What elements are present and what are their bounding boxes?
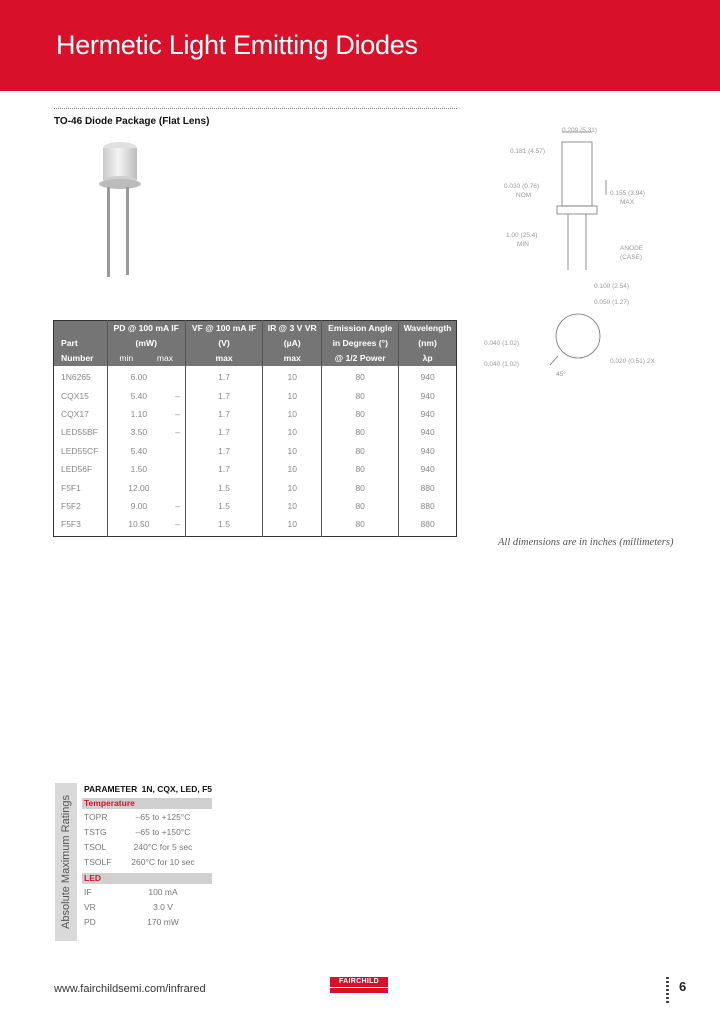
dim-0-040-b: 0.040 (1.02) (484, 361, 520, 368)
cell-angle: 80 (322, 515, 399, 536)
cell-pd-max: – (175, 390, 180, 401)
ratings-symbol: PD (84, 917, 96, 927)
ratings-symbol: IF (84, 887, 92, 897)
ratings-value: 260°C for 10 sec (131, 857, 195, 867)
cell-ir: 10 (263, 442, 322, 460)
page-title: Hermetic Light Emitting Diodes (56, 30, 418, 60)
package-dimension-drawing (470, 120, 690, 390)
ratings-symbol: TSTG (84, 827, 107, 837)
cell-wavelength: 940 (399, 405, 457, 423)
ratings-symbol: TSOLF (84, 857, 112, 867)
hdr-ir: IR @ 3 V VR (µA) max (263, 321, 322, 367)
cell-ir: 10 (263, 366, 322, 386)
cell-vf: 1.5 (185, 497, 262, 515)
ratings-row (84, 826, 212, 839)
dimensions-note: All dimensions are in inches (millimeters) (498, 537, 674, 548)
cell-angle: 80 (322, 386, 399, 404)
cell-ir: 10 (263, 423, 322, 441)
cell-ir: 10 (263, 405, 322, 423)
ratings-symbol: TSOL (84, 842, 107, 852)
ratings-side-label: Absolute Maximum Ratings (55, 783, 77, 941)
dim-45: 45° (556, 371, 566, 378)
dim-0-155: 0.155 (3.94) (610, 190, 646, 197)
cell-part: LED55BF (61, 427, 98, 438)
cell-ir: 10 (263, 478, 322, 496)
logo-bar (330, 988, 388, 993)
dim-case: (CASE) (620, 254, 643, 261)
table-row (54, 478, 457, 496)
cell-angle: 80 (322, 405, 399, 423)
dim-0-030: 0.030 (0.76) (504, 183, 540, 190)
cell-vf: 1.7 (185, 460, 262, 478)
hdr-vf: VF @ 100 mA IF (V) max (185, 321, 262, 367)
cell-pd-min: 3.50 (107, 423, 170, 441)
cell-angle: 80 (322, 423, 399, 441)
spec-table-body (54, 366, 457, 536)
fairchild-logo: FAIRCHILD (330, 977, 388, 987)
cell-pd-min: 6.00 (107, 366, 170, 386)
dim-0-100: 0.100 (2.54) (594, 283, 630, 290)
cell-pd-min: 1.50 (107, 460, 170, 478)
table-row (54, 366, 457, 386)
led-package-image (90, 132, 150, 282)
cell-angle: 80 (322, 478, 399, 496)
cell-pd-max: – (175, 500, 180, 511)
cell-wavelength: 880 (399, 515, 457, 536)
ratings-row (84, 901, 212, 914)
dim-max: MAX (620, 199, 635, 206)
hdr-part: Part Number (54, 321, 108, 367)
cell-ir: 10 (263, 460, 322, 478)
cell-part: 1N6265 (61, 372, 91, 383)
ratings-value: 240°C for 5 sec (133, 842, 193, 852)
dim-0-020: 0.020 (0.51) 2X (610, 358, 655, 365)
table-row (54, 460, 457, 478)
cell-pd-max: – (175, 427, 180, 438)
cell-wavelength: 940 (399, 366, 457, 386)
ratings-row (84, 916, 212, 929)
ratings-symbol: TOPR (84, 812, 108, 822)
cell-pd-min: 5.40 (107, 442, 170, 460)
ratings-row (84, 841, 212, 854)
cell-wavelength: 880 (399, 478, 457, 496)
cell-wavelength: 940 (399, 423, 457, 441)
cell-pd-max (170, 460, 185, 478)
cell-angle: 80 (322, 460, 399, 478)
cell-vf: 1.7 (185, 442, 262, 460)
dim-0-209: 0.209 (5.31) (562, 127, 598, 134)
cell-angle: 80 (322, 442, 399, 460)
cell-part: F5F1 (61, 482, 81, 493)
table-row (54, 386, 457, 404)
dim-min: MIN (517, 241, 529, 248)
cell-part: F5F2 (61, 500, 81, 511)
dim-0-181: 0.181 (4.57) (510, 148, 546, 155)
cell-part: LED55CF (61, 445, 99, 456)
hdr-angle: Emission Angle in Degrees (°) @ 1/2 Power (322, 321, 399, 367)
ratings-value: 170 mW (147, 917, 179, 927)
ratings-value: 100 mA (148, 887, 178, 897)
dim-nom: NOM (516, 192, 532, 199)
ratings-row (84, 886, 212, 899)
cell-vf: 1.7 (185, 366, 262, 386)
cell-angle: 80 (322, 497, 399, 515)
ratings-group-header: LED (82, 873, 212, 884)
dim-1-00: 1.00 (25.4) (506, 232, 538, 239)
ratings-value: –65 to +125°C (135, 812, 191, 822)
cell-pd-min: 1.10 (107, 405, 170, 423)
ratings-symbol: VR (84, 902, 96, 912)
table-row (54, 442, 457, 460)
ratings-row (84, 811, 212, 824)
table-row (54, 515, 457, 536)
hdr-pd: PD @ 100 mA IF (mW) min max (107, 321, 185, 367)
ratings-header: PARAMETER 1N, CQX, LED, F5 (84, 784, 212, 794)
hdr-wavelength: Wavelength (nm) λp (399, 321, 457, 367)
cell-pd-max (170, 366, 185, 386)
cell-ir: 10 (263, 497, 322, 515)
spec-table (53, 320, 457, 537)
dim-0-040-a: 0.040 (1.02) (484, 340, 520, 347)
cell-pd-min: 5.40 (107, 386, 170, 404)
section-title: TO-46 Diode Package (Flat Lens) (54, 116, 210, 127)
cell-vf: 1.7 (185, 423, 262, 441)
cell-vf: 1.5 (185, 515, 262, 536)
cell-wavelength: 940 (399, 386, 457, 404)
cell-wavelength: 940 (399, 460, 457, 478)
cell-ir: 10 (263, 386, 322, 404)
cell-pd-max (170, 478, 185, 496)
ratings-row (84, 856, 212, 869)
ratings-value: –65 to +150°C (135, 827, 191, 837)
cell-vf: 1.7 (185, 405, 262, 423)
cell-pd-max: – (175, 408, 180, 419)
table-row (54, 405, 457, 423)
page-number: 6 (679, 979, 687, 994)
ratings-group-header: Temperature (82, 798, 212, 809)
cell-part: CQX15 (61, 390, 89, 401)
cell-part: LED56F (61, 464, 93, 475)
table-row (54, 497, 457, 515)
cell-vf: 1.7 (185, 386, 262, 404)
page-dots (666, 977, 669, 1003)
section-divider (54, 108, 457, 109)
title-banner (0, 0, 720, 91)
cell-pd-min: 12.00 (107, 478, 170, 496)
cell-wavelength: 880 (399, 497, 457, 515)
cell-part: CQX17 (61, 408, 89, 419)
cell-pd-max: – (175, 519, 180, 530)
cell-part: F5F3 (61, 519, 81, 530)
dim-anode: ANODE (620, 245, 644, 252)
cell-pd-max (170, 442, 185, 460)
cell-wavelength: 940 (399, 442, 457, 460)
cell-pd-min: 10.50 (107, 515, 170, 536)
cell-angle: 80 (322, 366, 399, 386)
cell-pd-min: 9.00 (107, 497, 170, 515)
dim-0-050: 0.050 (1.27) (594, 299, 630, 306)
ratings-value: 3.0 V (153, 902, 173, 912)
cell-ir: 10 (263, 515, 322, 536)
table-row (54, 423, 457, 441)
footer-url[interactable]: www.fairchildsemi.com/infrared (54, 983, 206, 995)
cell-vf: 1.5 (185, 478, 262, 496)
